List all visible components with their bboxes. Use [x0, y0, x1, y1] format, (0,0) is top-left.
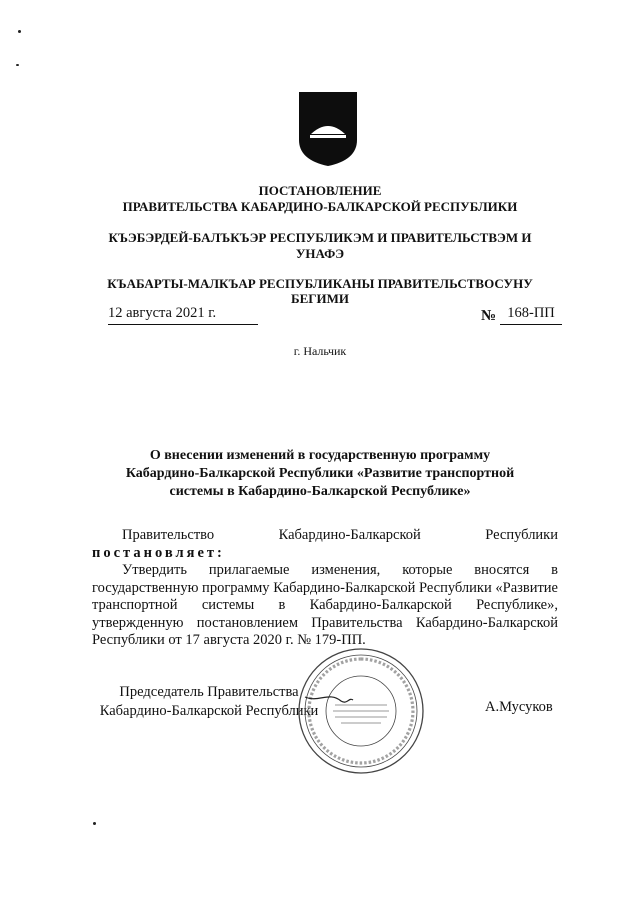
date-number-row — [96, 305, 566, 329]
header-title-line1: ПОСТАНОВЛЕНИЕ — [258, 183, 382, 198]
header-kabardian-line1: КЪЭБЭРДЕЙ-БАЛЪКЪЭР РЕСПУБЛИКЭМ И ПРАВИТЕЛЬСТВЭМ И — [108, 230, 532, 245]
title-line3: системы в Кабардино-Балкарской Республике» — [169, 484, 471, 499]
header-balkar-line1: КЪАБАРТЫ-МАЛКЪАР РЕСПУБЛИКАНЫ ПРАВИТЕЛЬСТВОСУНУ — [107, 276, 533, 291]
city-label: г. Нальчик — [293, 344, 347, 358]
signature-position-line1: Председатель Правительства — [119, 684, 299, 700]
body-word-government: Правительство — [122, 527, 215, 543]
decree-word: постановляет: — [92, 544, 225, 561]
signature-position — [94, 683, 324, 721]
official-seal-stamp — [295, 645, 427, 777]
header-title-line2: ПРАВИТЕЛЬСТВА КАБАРДИНО-БАЛКАРСКОЙ РЕСПУБЛИКИ — [122, 199, 518, 214]
document-body — [92, 527, 558, 650]
document-title — [90, 447, 550, 501]
number-sign: № — [481, 308, 497, 324]
signatory-name: А.Мусуков — [485, 699, 553, 715]
document-number: 168-ПП — [500, 305, 562, 325]
header-balkar-line2: БЕГИМИ — [290, 291, 350, 306]
body-word-republic: Республики — [485, 527, 558, 543]
body-word-kbr: Кабардино-Балкарской — [278, 527, 421, 543]
scan-speck — [18, 30, 21, 33]
document-date: 12 августа 2021 г. — [108, 305, 258, 325]
title-line1: О внесении изменений в государственную программу — [149, 448, 491, 463]
header-kabardian-line2: УНАФЭ — [295, 246, 345, 261]
scan-speck — [16, 64, 19, 66]
signature-position-line2: Кабардино-Балкарской Республики — [99, 703, 319, 719]
decree-paragraph: Утвердить прилагаемые изменения, которые вносятся в государственную программу Кабардино-Балкарской Республики «Развитие транспортной системы в Кабардино-Балкарской Республике», утвержденную постановлением Правительства Кабардино-Балкарской Республики от 17 августа 2020 г. № 179-ПП. — [92, 562, 558, 648]
body-first-line — [92, 527, 558, 545]
title-line2: Кабардино-Балкарской Республики «Развитие транспортной — [125, 466, 515, 481]
coat-of-arms-emblem — [297, 90, 359, 168]
scan-speck — [93, 822, 96, 825]
